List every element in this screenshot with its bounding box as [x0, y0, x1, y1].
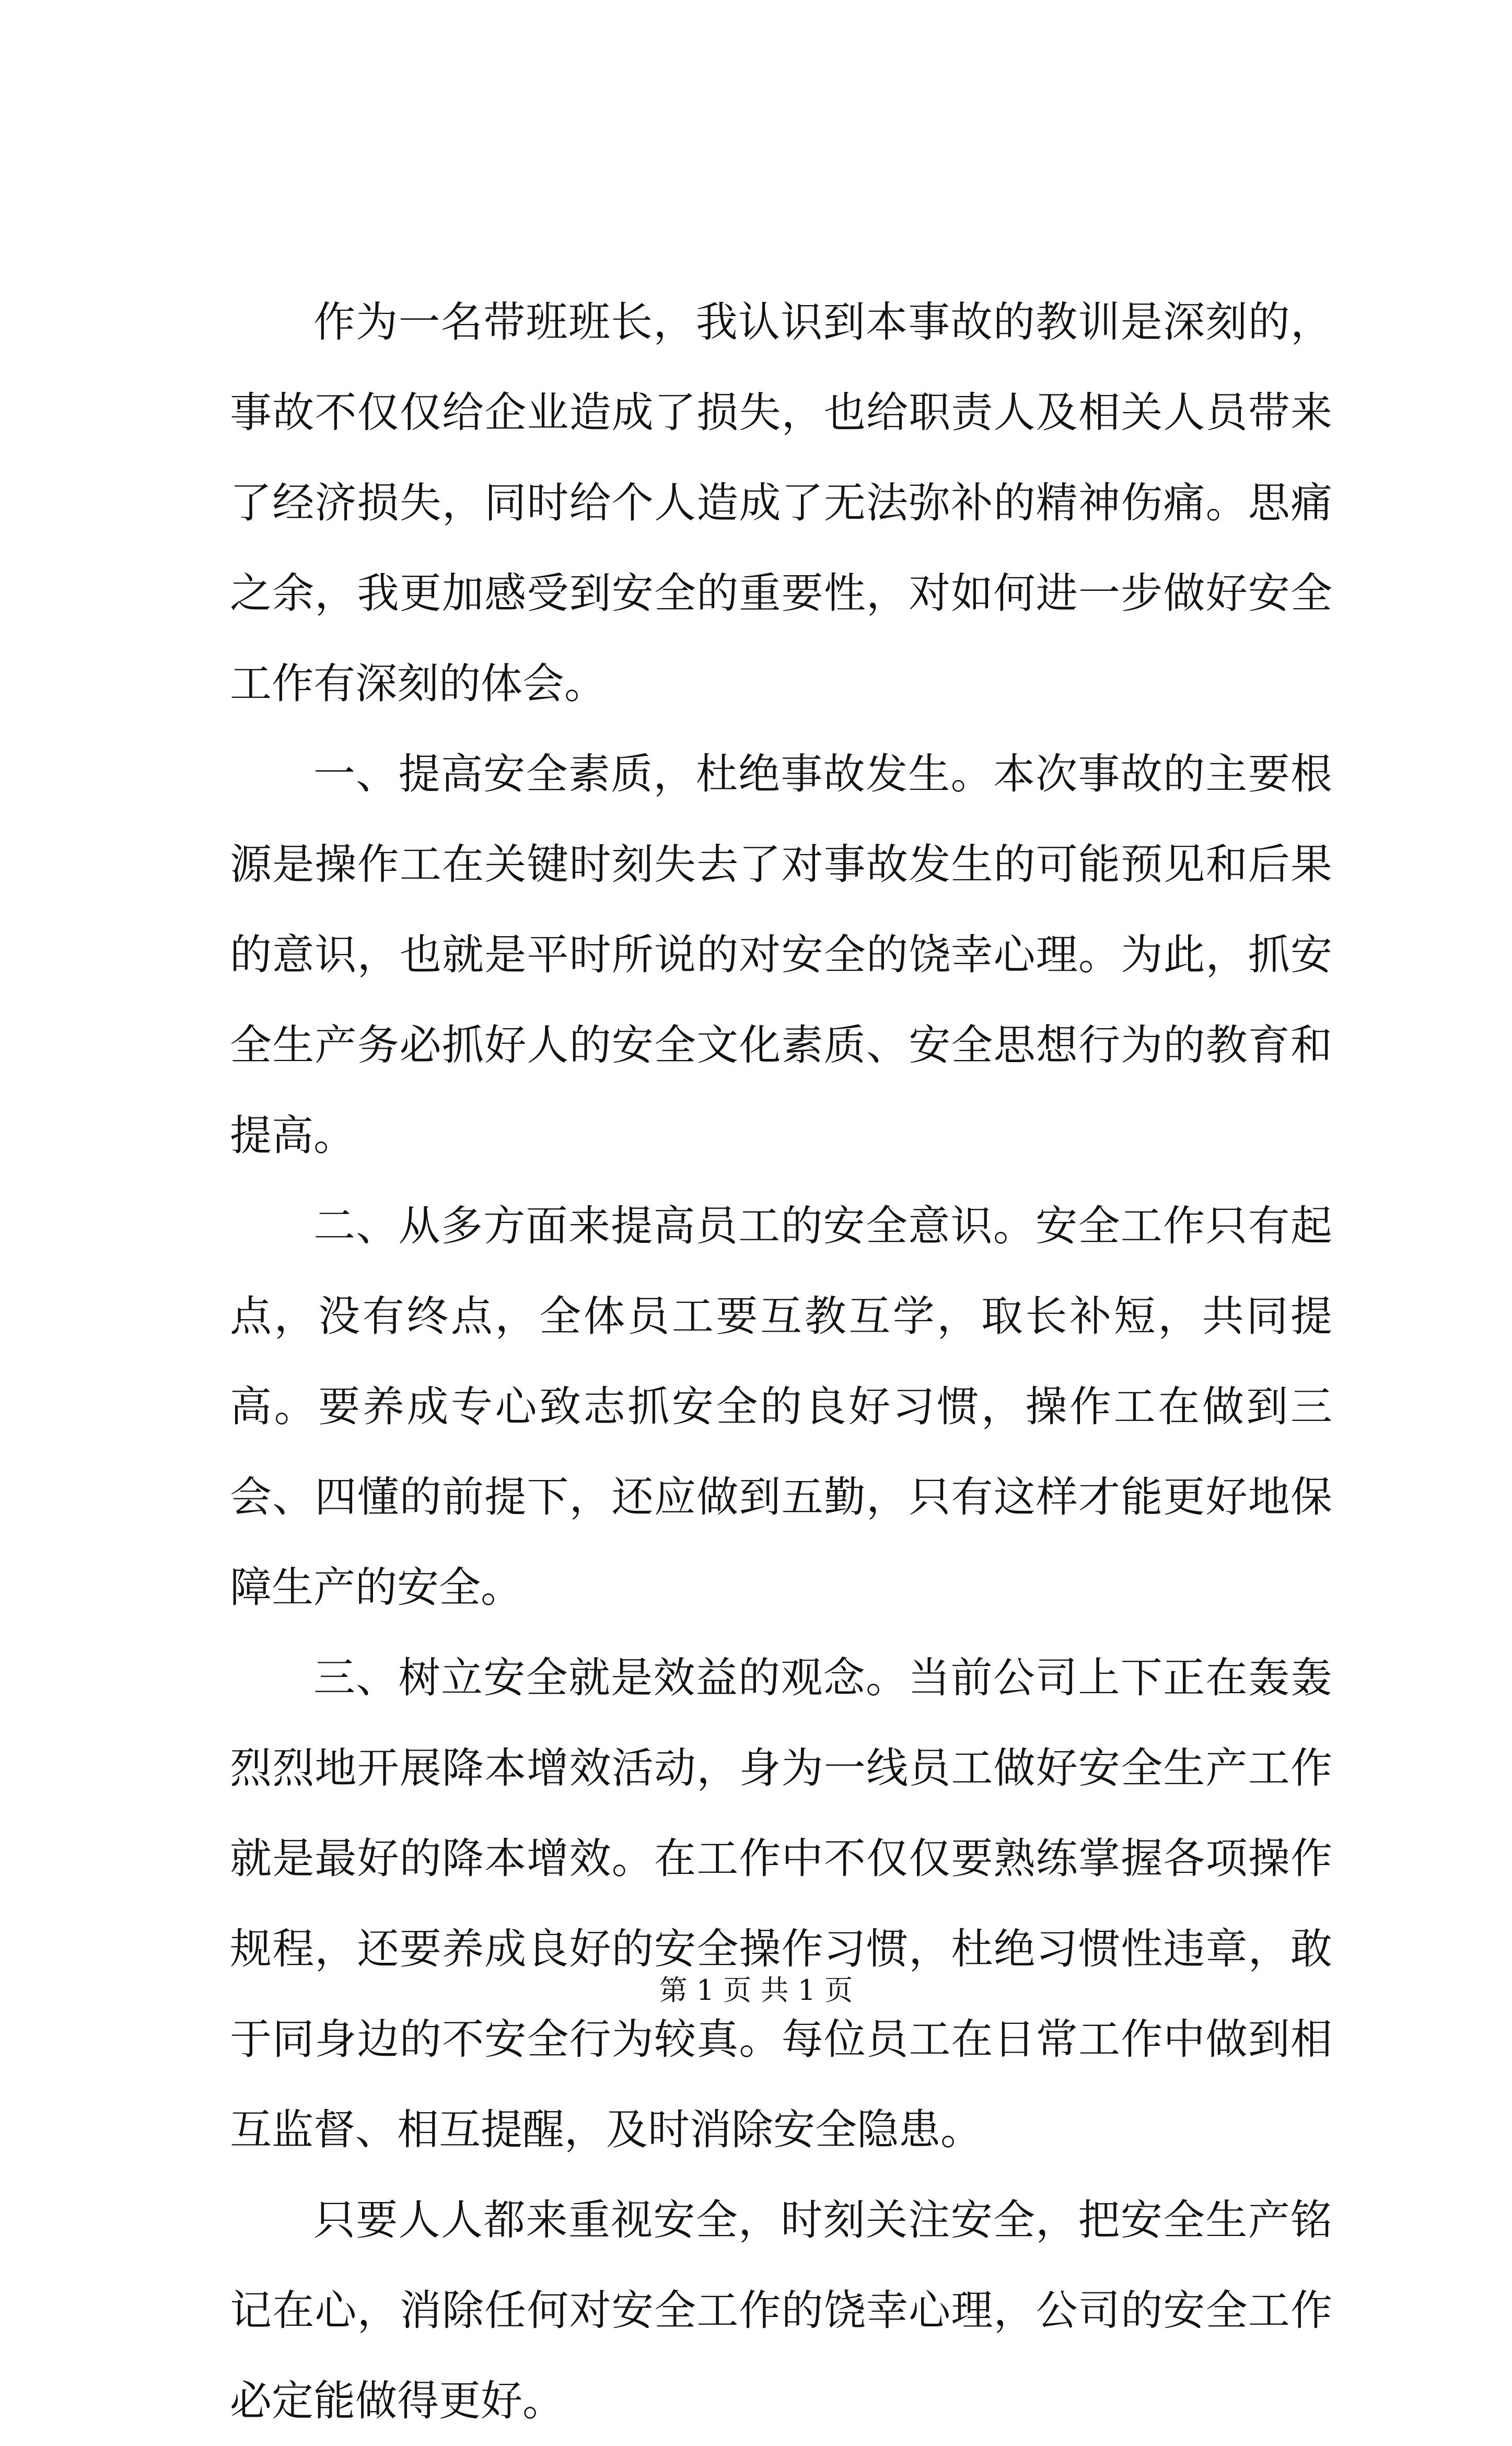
paragraph-point-three: 三、树立安全就是效益的观念。当前公司上下正在轰轰烈烈地开展降本增效活动，身为一线员工做好安全生产工作就是最好的降本增效。在工作中不仅仅要熟练掌握各项操作规程，还要养成良好的安全操作习惯，杜绝习惯性违章，敢于同身边的不安全行为较真。每位员工在日常工作中做到相互监督、相互提醒，及时消除安全隐患。: [230, 1653, 1332, 2154]
page-number: 第 1 页 共 1 页: [659, 1974, 853, 2007]
paragraph-point-one: 一、提高安全素质，杜绝事故发生。本次事故的主要根源是操作工在关键时刻失去了对事故发生的可能预见和后果的意识，也就是平时所说的对安全的饶幸心理。为此，抓安全生产务必抓好人的安全文化素质、安全思想行为的教育和提高。: [230, 750, 1332, 1160]
paragraph-point-two: 二、从多方面来提高员工的安全意识。安全工作只有起点，没有终点，全体员工要互教互学，取长补短，共同提高。要养成专心致志抓安全的良好习惯，操作工在做到三会、四懂的前提下，还应做到五勤，只有这样才能更好地保障生产的安全。: [230, 1202, 1332, 1612]
paragraph-intro: 作为一名带班班长，我认识到本事故的教训是深刻的，事故不仅仅给企业造成了损失，也给职责人及相关人员带来了经济损失，同时给个人造成了无法弥补的精神伤痛。思痛之余，我更加感受到安全的重要性，对如何进一步做好安全工作有深刻的体会。: [230, 298, 1332, 708]
paragraph-conclusion: 只要人人都来重视安全，时刻关注安全，把安全生产铭记在心，消除任何对安全工作的饶幸心理，公司的安全工作必定能做得更好。: [230, 2196, 1332, 2425]
document-body: [230, 277, 1332, 2446]
